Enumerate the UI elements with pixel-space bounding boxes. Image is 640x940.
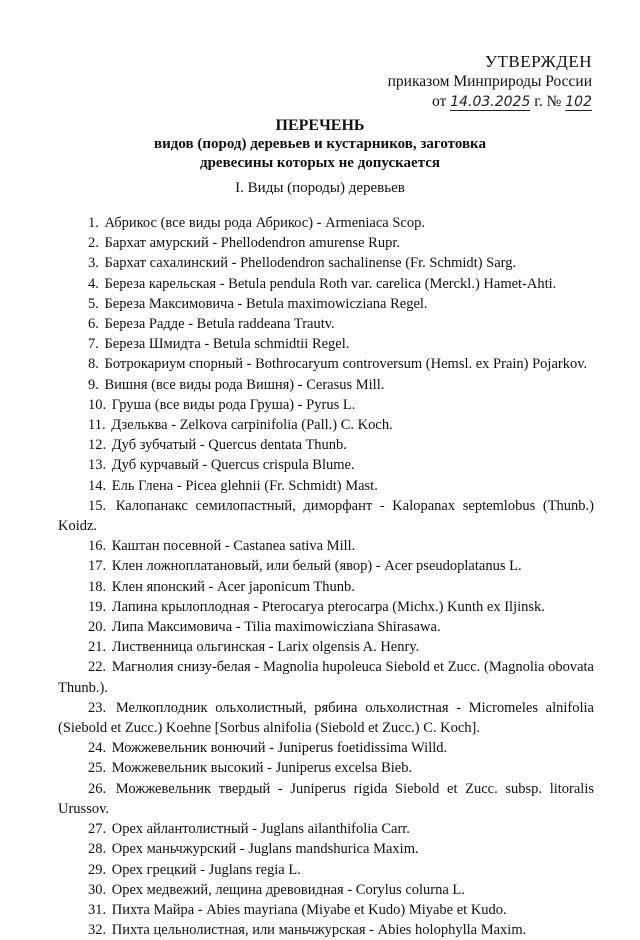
list-item-text: Орех маньчжурский - Juglans mandshurica Maxim.	[111, 841, 419, 858]
list-item-text: Бархат амурский - Phellodendron amurense Rupr.	[104, 235, 400, 252]
list-item-text: Пихта цельнолистная, или маньчжурская - Abies holophylla Maxim.	[111, 922, 527, 939]
list-item-number: 12.	[88, 437, 107, 454]
date-prefix: от	[431, 93, 447, 110]
list-item	[58, 758, 594, 778]
list-item-text: Ботрокариум спорный - Bothrocaryum controversum (Hemsl. ex Prain) Pojarkov.	[104, 356, 588, 373]
approval-block	[332, 52, 592, 112]
list-item	[58, 496, 594, 536]
list-item-text: Клен ложноплатановый, или белый (явор) - Acer pseudoplatanus L.	[111, 558, 522, 575]
approval-title: УТВЕРЖДЕН	[485, 52, 592, 71]
list-item-text: Липа Максимовича - Tilia maximowicziana Shirasawa.	[111, 619, 441, 636]
list-item-text: Клен японский - Acer japonicum Thunb.	[111, 578, 355, 595]
list-item-text: Береза Максимовича - Betula maximowicziana Regel.	[104, 295, 428, 312]
list-item	[58, 860, 594, 880]
list-item-text: Орех айлантолистный - Juglans ailanthifolia Carr.	[111, 821, 410, 838]
list-item	[58, 880, 594, 900]
handwritten-date: 14.03.2025	[450, 94, 531, 110]
list-item	[58, 839, 594, 859]
list-item	[58, 253, 594, 273]
list-item-number: 32.	[88, 922, 107, 939]
species-list	[58, 213, 594, 940]
list-item	[58, 577, 594, 597]
list-item	[58, 779, 594, 819]
list-item-number: 31.	[88, 901, 107, 918]
list-item-text: Бархат сахалинский - Phellodendron sachalinense (Fr. Schmidt) Sarg.	[104, 255, 517, 272]
list-item	[58, 536, 594, 556]
list-item-text: Можжевельник твердый - Juniperus rigida Siebold et Zucc. subsp. litoralis Urussov.	[58, 780, 594, 817]
list-item-text: Каштан посевной - Castanea sativa Mill.	[111, 538, 356, 555]
list-item	[58, 233, 594, 253]
list-item-number: 19.	[88, 598, 107, 615]
list-item-text: Ель Глена - Picea glehnii (Fr. Schmidt) Mast.	[111, 477, 378, 494]
list-item	[58, 476, 594, 496]
list-item-number: 18.	[88, 578, 107, 595]
list-item-text: Калопанакс семилопастный, диморфант - Kalopanax septemlobus (Thunb.) Koidz.	[58, 497, 595, 535]
year-suffix: г. №	[534, 93, 562, 110]
list-item-text: Можжевельник вонючий - Juniperus foetidissima Willd.	[111, 740, 448, 757]
list-item	[58, 738, 594, 758]
list-item-text: Магнолия снизу-белая - Magnolia hupoleuca Siebold et Zucc. (Magnolia obovata Thunb.).	[58, 659, 594, 696]
list-item	[58, 637, 594, 657]
list-item-text: Абрикос (все виды рода Абрикос) - Armeniaca Scop.	[104, 215, 425, 231]
list-item	[58, 657, 594, 697]
list-item	[58, 556, 594, 576]
list-item-number: 20.	[88, 619, 107, 636]
list-item	[58, 395, 594, 415]
list-item-number: 11.	[88, 417, 106, 434]
list-item	[58, 617, 594, 637]
list-item-number: 25.	[88, 760, 107, 777]
approval-order-by: приказом Минприроды России	[387, 73, 592, 90]
list-item-number: 26.	[88, 780, 107, 797]
list-item-number: 23.	[88, 699, 107, 716]
list-item-text: Орех грецкий - Juglans regia L.	[111, 861, 301, 878]
list-item	[58, 375, 594, 395]
list-item-number: 13.	[88, 457, 107, 474]
list-item-text: Береза Радде - Betula raddeana Trautv.	[104, 316, 335, 333]
list-item-number: 14.	[88, 477, 107, 494]
list-item-number: 27.	[88, 821, 107, 838]
list-item	[58, 597, 594, 617]
approval-order-line	[332, 92, 592, 112]
list-item-number: 5.	[88, 295, 99, 312]
list-item-number: 8.	[88, 356, 99, 373]
list-item-text: Груша (все виды рода Груша) - Pyrus L.	[111, 396, 356, 413]
list-item-number: 10.	[88, 396, 107, 413]
list-item-number: 30.	[88, 881, 107, 898]
list-item-number: 17.	[88, 558, 107, 575]
list-item-number: 2.	[88, 235, 99, 252]
list-item-text: Пихта Майра - Abies mayriana (Miyabe et Kudo) Miyabe et Kudo.	[111, 901, 507, 918]
list-item-text: Дзельква - Zelkova carpinifolia (Pall.) C. Koch.	[111, 417, 393, 434]
list-item-text: Можжевельник высокий - Juniperus excelsa Bieb.	[111, 760, 413, 777]
list-item	[58, 213, 594, 233]
list-item-text: Орех медвежий, лещина древовидная - Corylus colurna L.	[111, 881, 465, 898]
list-item-number: 29.	[88, 861, 107, 878]
list-item-text: Береза Шмидта - Betula schmidtii Regel.	[104, 336, 350, 353]
document-subtitle: видов (пород) деревьев и кустарников, заготовка древесины которых не допускается	[154, 136, 486, 171]
document-heading	[0, 116, 640, 173]
list-item	[58, 698, 594, 738]
list-item-text: Дуб зубчатый - Quercus dentata Thunb.	[111, 437, 347, 454]
list-item-number: 7.	[88, 336, 99, 353]
list-item-text: Береза карельская - Betula pendula Roth var. carelica (Merckl.) Hamet-Ahti.	[104, 275, 557, 292]
list-item-text: Лиственница ольгинская - Larix olgensis A. Henry.	[111, 639, 420, 656]
list-item-text: Лапина крылоплодная - Pterocarya pterocarpa (Michx.) Kunth ex Iljinsk.	[111, 598, 545, 615]
document-title: ПЕРЕЧЕНЬ	[275, 117, 365, 134]
list-item-text: Мелкоплодник ольхолистный, рябина ольхолистная - Micromeles alnifolia (Siebold et Zucc.) Koehne [Sorbus alnifolia (Siebold et Zucc.) C. Koch].	[58, 699, 594, 737]
list-item-number: 9.	[88, 376, 99, 393]
list-item	[58, 900, 594, 920]
section-title: I. Виды (породы) деревьев	[235, 180, 405, 196]
list-item	[58, 354, 594, 374]
list-item-number: 28.	[88, 841, 107, 858]
list-item-text: Вишня (все виды рода Вишня) - Cerasus Mill.	[104, 376, 385, 393]
list-item-text: Дуб курчавый - Quercus crispula Blume.	[111, 457, 355, 474]
list-item	[58, 294, 594, 314]
handwritten-order-number: 102	[565, 94, 592, 110]
list-item-number: 3.	[88, 255, 99, 272]
list-item-number: 24.	[88, 740, 107, 757]
list-item-number: 21.	[88, 639, 107, 656]
list-item	[58, 920, 594, 940]
list-item-number: 4.	[88, 275, 99, 292]
list-item	[58, 334, 594, 354]
list-item-number: 22.	[88, 659, 107, 676]
list-item	[58, 819, 594, 839]
list-item-number: 16.	[88, 538, 107, 555]
list-item	[58, 314, 594, 334]
list-item-number: 1.	[88, 215, 99, 231]
list-item	[58, 274, 594, 294]
list-item-number: 15.	[88, 497, 107, 514]
list-item	[58, 455, 594, 475]
list-item-number: 6.	[88, 316, 99, 333]
list-item	[58, 435, 594, 455]
list-item	[58, 415, 594, 435]
